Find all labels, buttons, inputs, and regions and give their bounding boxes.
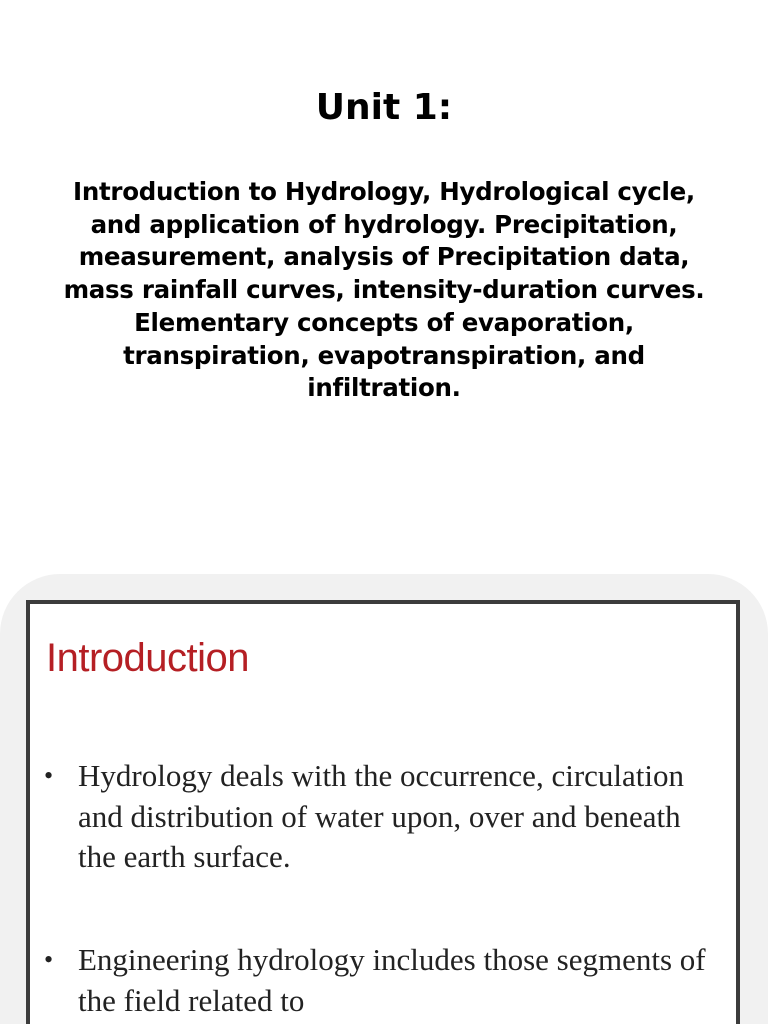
slide-image [26,600,740,1024]
slide-heading: Introduction [46,636,250,680]
bullet-text: Hydrology deals with the occurrence, circulation and distribution of water upon, over and beneath the earth surface. [78,758,684,874]
unit-description: Introduction to Hydrology, Hydrological cycle, and application of hydrology. Precipitation, measurement, analysis of Precipitation data, mass rainfall curves, intensity-duration curves. Elementary concepts of evaporation, transpiration, evapotranspiration, and infiltration. [63,177,705,403]
bullet-text: Engineering hydrology includes those segments of the field related to [78,942,706,1018]
unit-title: Unit 1: [315,87,453,128]
slide-bullet [44,940,724,1021]
bullet-marker: • [44,945,54,974]
bullet-marker: • [44,761,54,790]
slide-bullet [44,756,724,878]
